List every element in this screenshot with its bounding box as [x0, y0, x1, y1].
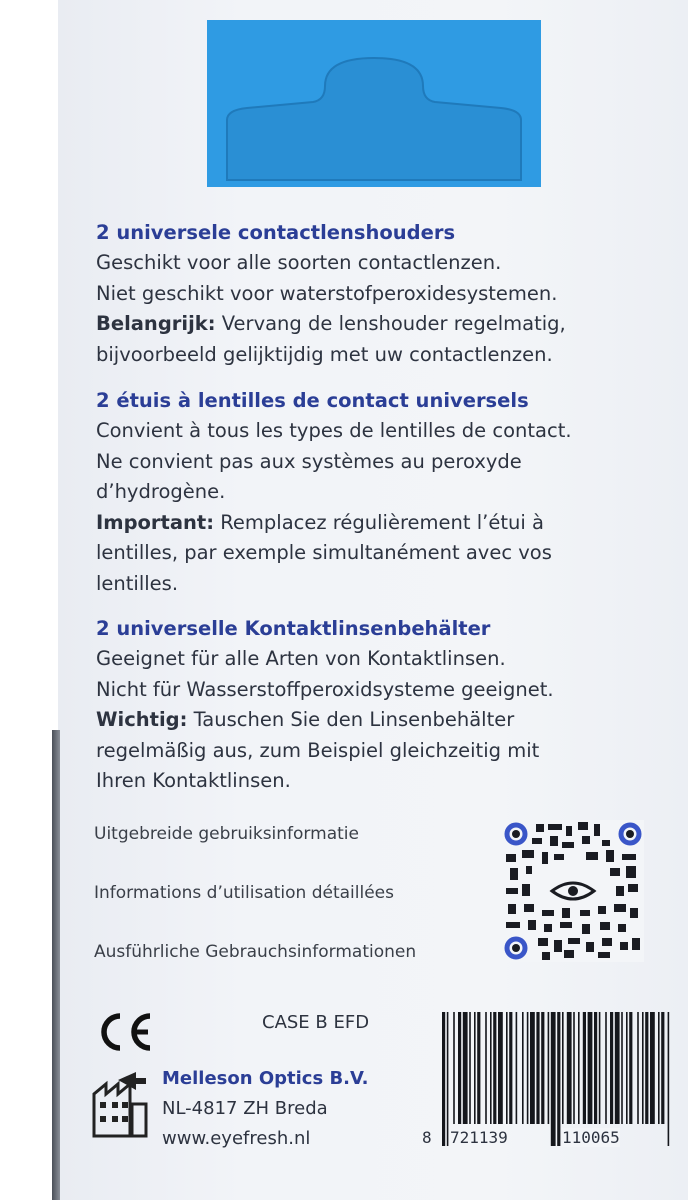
barcode-bar	[453, 1012, 455, 1124]
important-text: Tauschen Sie den Linsenbehälter	[187, 708, 515, 731]
text-line: lentilles.	[96, 571, 179, 595]
manufacturer-building-icon	[92, 1068, 150, 1138]
barcode-digit-first: 8	[422, 1128, 432, 1147]
barcode-bar	[599, 1012, 601, 1124]
barcode-bar	[498, 1012, 503, 1124]
barcode-bar	[551, 1012, 556, 1146]
important-line	[96, 309, 696, 340]
important-text: Remplacez régulièrement l’étui à	[214, 510, 544, 534]
barcode-bar	[645, 1012, 648, 1124]
qr-code[interactable]	[502, 820, 644, 962]
barcode-bar	[485, 1012, 487, 1124]
section-heading: 2 universele contactlenshouders	[96, 221, 456, 244]
barcode-bar	[541, 1012, 544, 1124]
case-code: CASE B EFD	[262, 1012, 370, 1033]
section-heading: 2 universelle Kontaktlinsenbehälter	[96, 617, 491, 640]
eye-icon	[552, 883, 594, 899]
text-line: Geschikt voor alle soorten contactlenzen.	[96, 251, 502, 274]
blue-hang-tab	[207, 20, 541, 187]
barcode-bar	[447, 1012, 449, 1146]
barcode-bar	[588, 1012, 593, 1124]
info-dutch: Uitgebreide gebruiksinformatie	[94, 824, 359, 844]
text-line: Ne convient pas aux systèmes au peroxyde	[96, 449, 522, 473]
barcode-bar	[658, 1012, 660, 1124]
barcode-bar	[578, 1012, 580, 1124]
hang-hole-icon	[207, 20, 541, 187]
important-line	[96, 705, 696, 736]
important-label: Belangrijk:	[96, 312, 216, 335]
barcode-bar	[536, 1012, 539, 1124]
barcode-bar	[522, 1012, 524, 1124]
barcode-bar	[530, 1012, 535, 1124]
text-line: lentilles, par exemple simultanément avec vos	[96, 541, 552, 564]
barcode-bar	[626, 1012, 628, 1124]
section-german	[96, 614, 696, 797]
barcode-bar	[650, 1012, 655, 1124]
text-line: Nicht für Wasserstoffperoxidsysteme geeignet.	[96, 677, 554, 701]
barcode-bar	[516, 1012, 518, 1124]
barcode-bar	[442, 1012, 445, 1146]
barcode-bar	[567, 1012, 572, 1124]
barcode-bar	[469, 1012, 471, 1124]
barcode-bar	[474, 1012, 476, 1124]
barcode-bar	[573, 1012, 575, 1124]
barcode-bar	[463, 1012, 468, 1124]
barcode-bar	[490, 1012, 492, 1124]
text-line: bijvoorbeeld gelijktijdig met uw contactlenzen.	[96, 342, 553, 366]
important-text: Vervang de lenshouder regelmatig,	[215, 312, 566, 335]
barcode-bar	[668, 1012, 670, 1146]
barcode-bar	[610, 1012, 613, 1124]
barcode-bar	[493, 1012, 496, 1124]
barcode-bar	[548, 1012, 550, 1124]
important-label: Wichtig:	[96, 708, 188, 731]
text-line: Ihren Kontaktlinsen.	[96, 769, 291, 792]
text-line: regelmäßig aus, zum Beispiel gleichzeitig mit	[96, 738, 540, 762]
manufacturer-address: NL-4817 ZH Breda	[162, 1098, 328, 1119]
barcode-bar	[605, 1012, 607, 1124]
important-line	[96, 508, 696, 539]
barcode-bar	[506, 1012, 508, 1124]
barcode-group-right: 110065	[562, 1128, 620, 1147]
barcode-bar	[477, 1012, 480, 1124]
barcode-bar	[629, 1012, 632, 1124]
important-label: Important:	[96, 510, 215, 534]
barcode-bar	[509, 1012, 512, 1124]
website-link[interactable]: www.eyefresh.nl	[162, 1128, 311, 1149]
info-french: Informations d’utilisation détaillées	[94, 883, 394, 903]
barcode-bar	[527, 1012, 529, 1124]
text-line: Convient à tous les types de lentilles de contact.	[96, 419, 572, 442]
barcode-bar	[642, 1012, 644, 1124]
info-german: Ausführliche Gebrauchsinformationen	[94, 942, 417, 962]
barcode-bar	[594, 1012, 597, 1124]
manufacturer-name: Melleson Optics B.V.	[162, 1068, 369, 1089]
barcode-bar	[615, 1012, 620, 1124]
section-french	[96, 386, 696, 599]
barcode-bar	[562, 1012, 564, 1124]
ce-mark	[92, 1010, 156, 1054]
barcode-bar	[557, 1012, 560, 1146]
barcode-bar	[621, 1012, 623, 1124]
section-heading: 2 étuis à lentilles de contact universels	[96, 389, 529, 412]
barcode-bar	[661, 1012, 664, 1124]
barcode-bar	[583, 1012, 586, 1124]
section-dutch	[96, 218, 696, 370]
package-side-edge	[52, 730, 60, 1200]
text-line: Geeignet für alle Arten von Kontaktlinsen.	[96, 647, 506, 670]
barcode-group-left: 721139	[450, 1128, 508, 1147]
text-line: Niet geschikt voor waterstofperoxidesystemen.	[96, 281, 558, 305]
barcode-bar	[637, 1012, 639, 1124]
barcode-bar	[458, 1012, 461, 1124]
text-line: d’hydrogène.	[96, 480, 226, 503]
